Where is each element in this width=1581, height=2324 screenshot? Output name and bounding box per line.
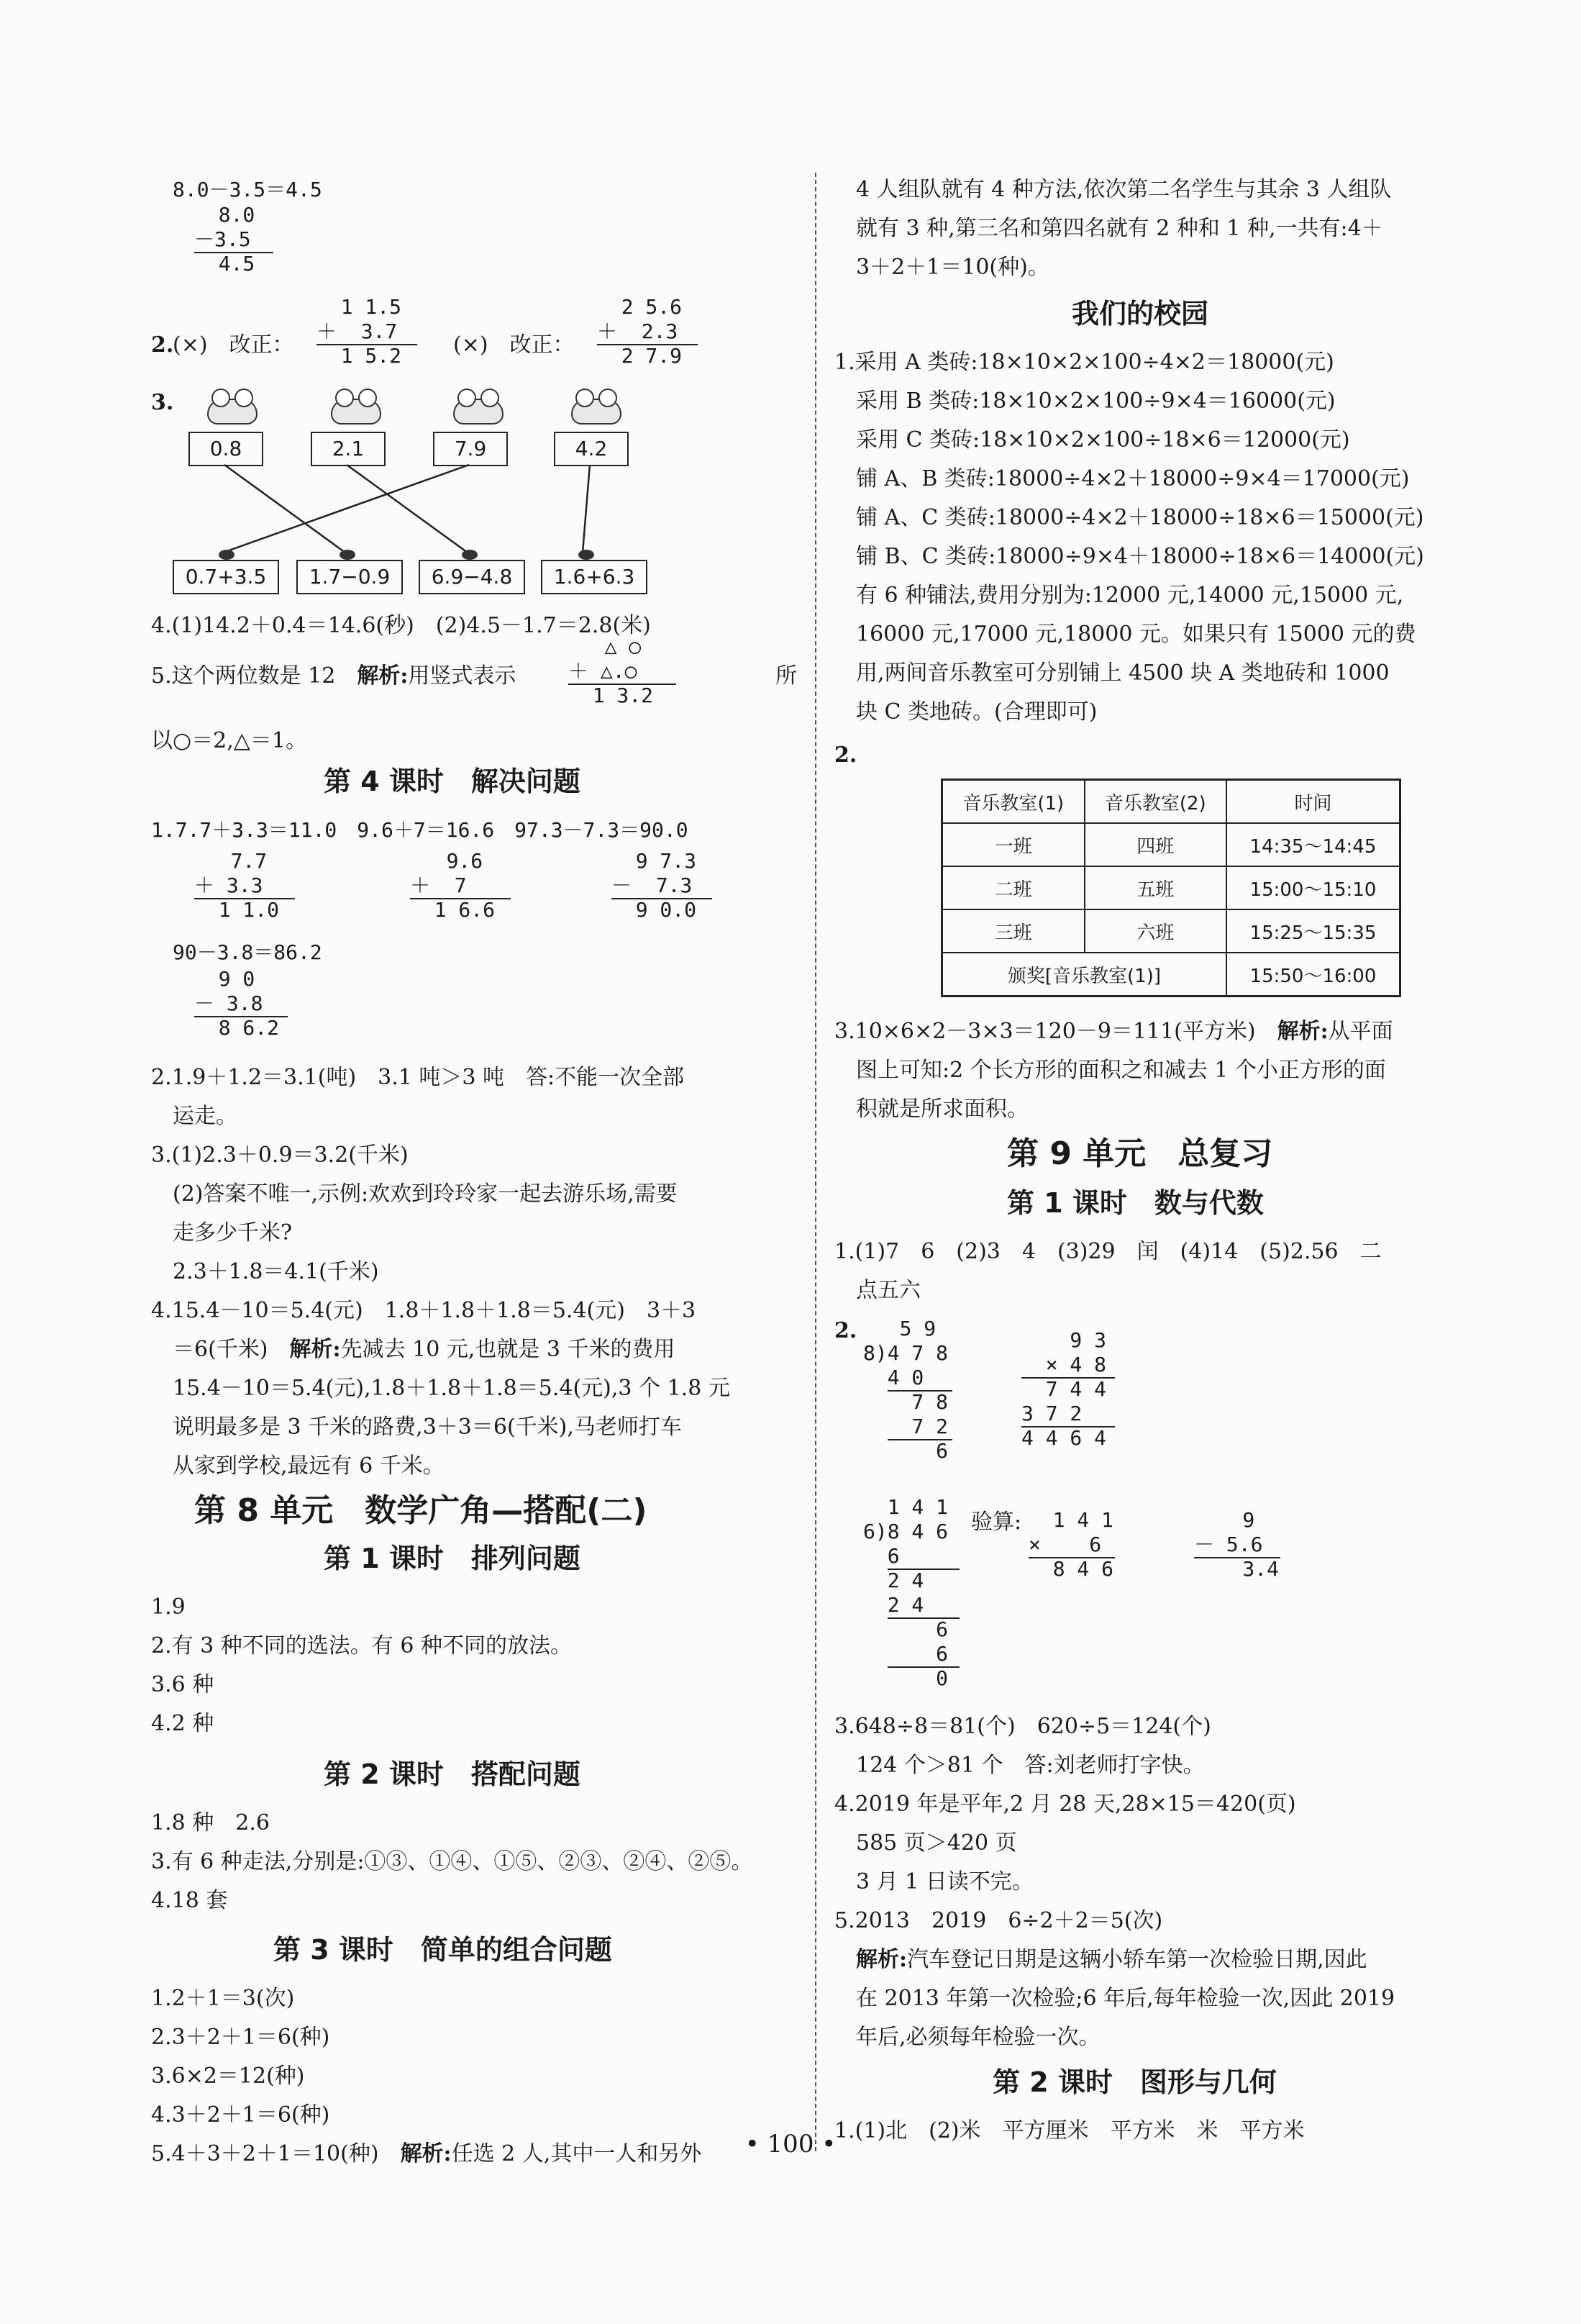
section-heading: 我们的校园 <box>1072 298 1209 330</box>
text-line: 124 个＞81 个 答:刘老师打字快。 <box>856 1753 1205 1778</box>
frog-number-box: 0.8 <box>188 432 263 466</box>
frog-number-box: 2.1 <box>311 432 386 466</box>
text-line: 运走。 <box>173 1104 237 1129</box>
calc-row: 1 4 1 <box>863 1495 949 1519</box>
unit-heading: 第 8 单元 数学广角—搭配(二) <box>194 1492 647 1529</box>
calc-row: 9 0.0 <box>611 898 697 922</box>
calc-rule <box>194 252 273 253</box>
calc-row: 4 4 6 4 <box>1021 1426 1107 1450</box>
text-line: 有 6 种铺法,费用分别为:12000 元,14000 元,15000 元, <box>856 583 1404 608</box>
section-heading: 第 2 课时 图形与几何 <box>993 2066 1277 2098</box>
tadpole-expr-box: 1.6+6.3 <box>541 560 647 594</box>
calc-rule <box>194 898 295 899</box>
vertical-calc <box>611 849 696 922</box>
table-row <box>942 953 1400 997</box>
text-line: (2)答案不唯一,示例:欢欢到玲玲家一起去游乐场,需要 <box>173 1181 678 1207</box>
table-row <box>942 866 1400 909</box>
text-line: 16000 元,17000 元,18000 元。如果只有 15000 元的费 <box>856 622 1416 647</box>
calc-row: × 4 8 <box>1021 1353 1107 1376</box>
table-cell: 二班 <box>942 866 1085 909</box>
section-heading: 第 4 课时 解决问题 <box>324 766 580 797</box>
text-line: 所 <box>775 663 797 689</box>
frog-icon <box>453 389 504 425</box>
vertical-calc <box>597 295 682 368</box>
calc-row: 8 4 6 <box>1029 1557 1114 1581</box>
calc-rule <box>888 1390 952 1392</box>
calc-row: 7 4 4 <box>1021 1377 1107 1401</box>
calc-row: △ ○ <box>568 635 642 658</box>
analysis-label: 解析: <box>400 2141 452 2166</box>
tadpole-icon <box>462 550 478 560</box>
tadpole-expr-box: 6.9−4.8 <box>419 560 525 594</box>
calc-row: 2 4 <box>863 1593 924 1617</box>
text-line: 2.3＋2＋1＝6(种) <box>151 2025 330 2050</box>
calc-row: － 5.6 <box>1194 1533 1263 1556</box>
text-line: 15.4－10＝5.4(元),1.8＋1.8＋1.8＝5.4(元),3 个 1.8 元 <box>173 1376 730 1401</box>
section-heading: 第 1 课时 数与代数 <box>1007 1187 1264 1219</box>
text-line: 3.6×2＝12(种) <box>151 2064 305 2089</box>
calc-row: 1 1.5 <box>316 295 402 319</box>
calc-row: 6 <box>863 1439 949 1463</box>
text-line <box>173 1335 675 1364</box>
text-line: 90－3.8＝86.2 <box>173 940 322 964</box>
calc-row: 6 <box>863 1544 900 1568</box>
calc-rule <box>568 684 676 685</box>
question-number: 3. <box>151 390 174 415</box>
analysis-label: 解析: <box>1277 1019 1329 1044</box>
frog-icon <box>571 389 621 425</box>
table-cell: 15:00～15:10 <box>1226 866 1400 909</box>
table-header: 音乐教室(1) <box>942 780 1085 824</box>
analysis-label: 解析: <box>357 663 409 689</box>
subtraction-calc <box>1194 1508 1279 1581</box>
multiplication-calc <box>1029 1508 1113 1581</box>
tadpole-icon <box>219 550 234 560</box>
text-line <box>151 662 516 691</box>
text-line: 验算: <box>971 1510 1022 1535</box>
text-span: 任选 2 人,其中一人和另外 <box>451 2141 702 2166</box>
calc-rule <box>888 1569 960 1570</box>
text-line: 说明最多是 3 千米的路费,3＋3＝6(千米),马老师打车 <box>173 1415 682 1440</box>
tadpole-expr-box: 1.7−0.9 <box>296 560 403 594</box>
calc-row: 4 0 <box>863 1366 924 1389</box>
calc-row: 3.4 <box>1194 1557 1280 1581</box>
calc-rule <box>1021 1426 1115 1427</box>
text-line: 1.(1)7 6 (2)3 4 (3)29 闰 (4)14 (5)2.56 二 <box>834 1239 1382 1264</box>
tadpole-icon <box>578 550 594 560</box>
text-line: 4.2019 年是平年,2 月 28 天,28×15＝420(页) <box>834 1792 1296 1817</box>
table-header: 音乐教室(2) <box>1085 780 1226 824</box>
text-line: 积就是所求面积。 <box>856 1097 1029 1122</box>
vertical-calc <box>194 967 279 1040</box>
text-line: 3.6 种 <box>151 1672 214 1697</box>
calc-row: 6 <box>863 1617 949 1641</box>
text-span: 先减去 10 元,也就是 3 千米的费用 <box>340 1337 675 1362</box>
question-number: 2. <box>834 1318 857 1343</box>
table-header-row <box>942 780 1400 824</box>
calc-row: 1 6.6 <box>410 898 496 922</box>
text-line: 4.15.4－10＝5.4(元) 1.8＋1.8＋1.8＝5.4(元) 3＋3 <box>151 1298 696 1323</box>
calc-row: 5 9 <box>863 1317 937 1340</box>
table-row <box>942 909 1400 953</box>
text-line: 铺 B、C 类砖:18000÷9×4＋18000÷18×6＝14000(元) <box>856 544 1424 569</box>
calc-rule <box>410 898 511 899</box>
analysis-label: 解析: <box>856 1947 908 1972</box>
question-number: 2. <box>834 743 857 768</box>
calc-row: × 6 <box>1029 1533 1102 1556</box>
text-line: 用,两间音乐教室可分别铺上 4500 块 A 类地砖和 1000 <box>856 661 1390 686</box>
text-span: 5.这个两位数是 12 <box>151 663 357 689</box>
text-line: 以○＝2,△＝1。 <box>151 728 307 753</box>
text-line: 5.2013 2019 6÷2＋2＝5(次) <box>834 1908 1163 1933</box>
calc-row: 1 3.2 <box>568 684 654 707</box>
frog-number-box: 7.9 <box>433 432 508 466</box>
text-line: 1.2＋1＝3(次) <box>151 1986 295 2011</box>
text-span: 用竖式表示 <box>408 663 516 689</box>
unit-heading: 第 9 单元 总复习 <box>1007 1135 1273 1172</box>
frog-icon <box>207 389 258 425</box>
calc-row: 1 5.2 <box>316 344 402 368</box>
calc-rule <box>1194 1557 1280 1558</box>
text-span: 从平面 <box>1328 1019 1393 1044</box>
text-line: 1.8 种 2.6 <box>151 1810 270 1835</box>
calc-row: ＋ 7 <box>410 873 467 897</box>
calc-rule <box>1029 1557 1115 1558</box>
text-line: 2.有 3 种不同的选法。有 6 种不同的放法。 <box>151 1633 572 1658</box>
calc-row: 1 1.0 <box>194 898 280 922</box>
text-line <box>856 1946 1367 1974</box>
column-divider <box>815 173 816 2151</box>
calc-row: 1 4 1 <box>1029 1508 1114 1532</box>
calc-row: ＋ △.○ <box>568 659 637 683</box>
calc-row: 2 4 <box>863 1569 924 1592</box>
text-line: 3.(1)2.3＋0.9＝3.2(千米) <box>151 1143 409 1168</box>
calc-row: 8)4 7 8 <box>863 1341 949 1365</box>
table-cell: 15:25～15:35 <box>1226 909 1400 953</box>
text-line: 铺 A、B 类砖:18000÷4×2＋18000÷9×4＝17000(元) <box>856 466 1410 491</box>
text-line: 3.648÷8＝81(个) 620÷5＝124(个) <box>834 1714 1211 1739</box>
calc-rule <box>888 1617 960 1619</box>
text-line: 2.1.9＋1.2＝3.1(吨) 3.1 吨＞3 吨 答:不能一次全部 <box>151 1065 685 1090</box>
calc-rule <box>194 1016 288 1017</box>
calc-row: 8 6.2 <box>194 1016 280 1040</box>
calc-row: 6 <box>863 1642 949 1666</box>
table-header: 时间 <box>1226 780 1400 824</box>
multiplication-calc <box>1021 1328 1106 1451</box>
text-span: 汽车登记日期是这辆小轿车第一次检验日期,因此 <box>907 1947 1367 1972</box>
text-line: 采用 C 类砖:18×10×2×100÷18×6＝12000(元) <box>856 427 1350 453</box>
calc-row: 7 2 <box>863 1415 949 1438</box>
table-cell: 四班 <box>1085 823 1226 866</box>
text-line: 从家到学校,最远有 6 千米。 <box>173 1453 445 1479</box>
text-line: 1.9 <box>151 1594 186 1620</box>
vertical-calc <box>410 849 495 922</box>
tadpole-icon <box>340 550 355 560</box>
vertical-calc <box>194 203 255 276</box>
text-span: 3.10×6×2－3×3＝120－9＝111(平方米) <box>834 1019 1277 1044</box>
calc-row: － 7.3 <box>611 873 693 897</box>
table-cell: 三班 <box>942 909 1085 953</box>
calc-rule <box>1021 1377 1115 1379</box>
text-line: 采用 B 类砖:18×10×2×100÷9×4＝16000(元) <box>856 389 1336 414</box>
calc-row: － 3.8 <box>194 991 263 1015</box>
text-span: ＝6(千米) <box>173 1337 290 1362</box>
calc-row: 6)8 4 6 <box>863 1520 949 1543</box>
text-line <box>834 1017 1393 1046</box>
calc-row: 7.7 <box>194 849 268 873</box>
page-number: • 100 • <box>744 2130 837 2159</box>
text-line: (×) 改正： <box>453 332 575 358</box>
text-line: 点五六 <box>856 1278 921 1303</box>
text-line: 铺 A、C 类砖:18000÷4×2＋18000÷18×6＝15000(元) <box>856 505 1424 530</box>
table-cell: 颁奖[音乐教室(1)] <box>942 953 1226 997</box>
text-line: 4 人组队就有 4 种方法,依次第二名学生与其余 3 人组队 <box>856 177 1392 202</box>
section-heading: 第 3 课时 简单的组合问题 <box>273 1934 612 1966</box>
calc-row: －3.5 <box>194 227 251 251</box>
table-row <box>942 823 1400 866</box>
text-line: 块 C 类地砖。(合理即可) <box>856 699 1098 725</box>
text-line: 1.7.7＋3.3＝11.0 9.6＋7＝16.6 97.3－7.3＝90.0 <box>151 818 688 842</box>
text-line: 就有 3 种,第三名和第四名就有 2 种和 1 种,一共有:4＋ <box>856 216 1383 241</box>
text-line: 4.2 种 <box>151 1711 214 1736</box>
division-calc <box>863 1317 948 1463</box>
frog-number-box: 4.2 <box>554 432 629 466</box>
calc-row: ＋ 2.3 <box>597 319 678 343</box>
vertical-calc <box>194 849 279 922</box>
text-line: 走多少千米? <box>173 1220 293 1245</box>
table-cell: 六班 <box>1085 909 1226 953</box>
text-line: 年后,必须每年检验一次。 <box>856 2025 1101 2050</box>
vertical-calc <box>316 295 401 368</box>
text-line: 在 2013 年第一次检验;6 年后,每年检验一次,因此 2019 <box>856 1986 1395 2011</box>
calc-row: 2 5.6 <box>597 295 683 319</box>
calc-rule <box>888 1439 952 1440</box>
calc-row: 9.6 <box>410 849 483 873</box>
text-line: 1.采用 A 类砖:18×10×2×100÷4×2＝18000(元) <box>834 350 1334 375</box>
division-calc <box>863 1495 948 1691</box>
text-line: 3 月 1 日读不完。 <box>856 1869 1034 1894</box>
calc-rule <box>888 1666 960 1668</box>
calc-row: 9 3 <box>1021 1328 1107 1352</box>
calc-row: ＋ 3.7 <box>316 319 398 343</box>
calc-rule <box>611 898 712 899</box>
calc-row: 4.5 <box>194 252 255 276</box>
calc-row: 3 7 2 <box>1021 1402 1083 1425</box>
analysis-label: 解析: <box>289 1337 341 1362</box>
calc-rule <box>597 344 698 345</box>
table-cell: 一班 <box>942 823 1085 866</box>
frog-icon <box>331 389 381 425</box>
text-line: (×) 改正： <box>173 332 294 358</box>
text-span: 5.4＋3＋2＋1＝10(种) <box>151 2141 401 2166</box>
text-line: 1.(1)北 (2)米 平方厘米 平方米 米 平方米 <box>834 2118 1305 2143</box>
calc-row: 2 7.9 <box>597 344 683 368</box>
calc-row: 8.0 <box>194 203 255 227</box>
text-line: 2.3＋1.8＝4.1(千米) <box>173 1259 379 1284</box>
table-cell: 15:50～16:00 <box>1226 953 1400 997</box>
text-line: 4.18 套 <box>151 1888 228 1913</box>
vertical-calc <box>568 635 653 708</box>
calc-row: ＋ 3.3 <box>194 873 263 897</box>
text-line: 4.(1)14.2＋0.4＝14.6(秒) (2)4.5－1.7＝2.8(米) <box>151 613 651 638</box>
calc-row: 9 0 <box>194 967 255 991</box>
text-line: 图上可知:2 个长方形的面积之和减去 1 个小正方形的面 <box>856 1058 1386 1083</box>
question-number: 2. <box>151 332 174 358</box>
text-line: 4.3＋2＋1＝6(种) <box>151 2102 330 2128</box>
tadpole-expr-box: 0.7+3.5 <box>173 560 279 594</box>
table-cell: 五班 <box>1085 866 1226 909</box>
table-cell: 14:35～14:45 <box>1226 823 1400 866</box>
text-line: 585 页＞420 页 <box>856 1830 1017 1856</box>
calc-row: 0 <box>863 1666 949 1690</box>
calc-rule <box>316 344 417 345</box>
schedule-table <box>941 779 1401 997</box>
text-line: 8.0－3.5＝4.5 <box>173 178 322 201</box>
section-heading: 第 2 课时 搭配问题 <box>324 1758 580 1790</box>
calc-row: 7 8 <box>863 1390 949 1414</box>
calc-row: 9 7.3 <box>611 849 697 873</box>
calc-row: 9 <box>1194 1508 1255 1532</box>
text-line: 3.有 6 种走法,分别是:①③、①④、①⑤、②③、②④、②⑤。 <box>151 1849 753 1874</box>
text-line: 3＋2＋1＝10(种)。 <box>856 255 1049 280</box>
section-heading: 第 1 课时 排列问题 <box>324 1543 580 1574</box>
